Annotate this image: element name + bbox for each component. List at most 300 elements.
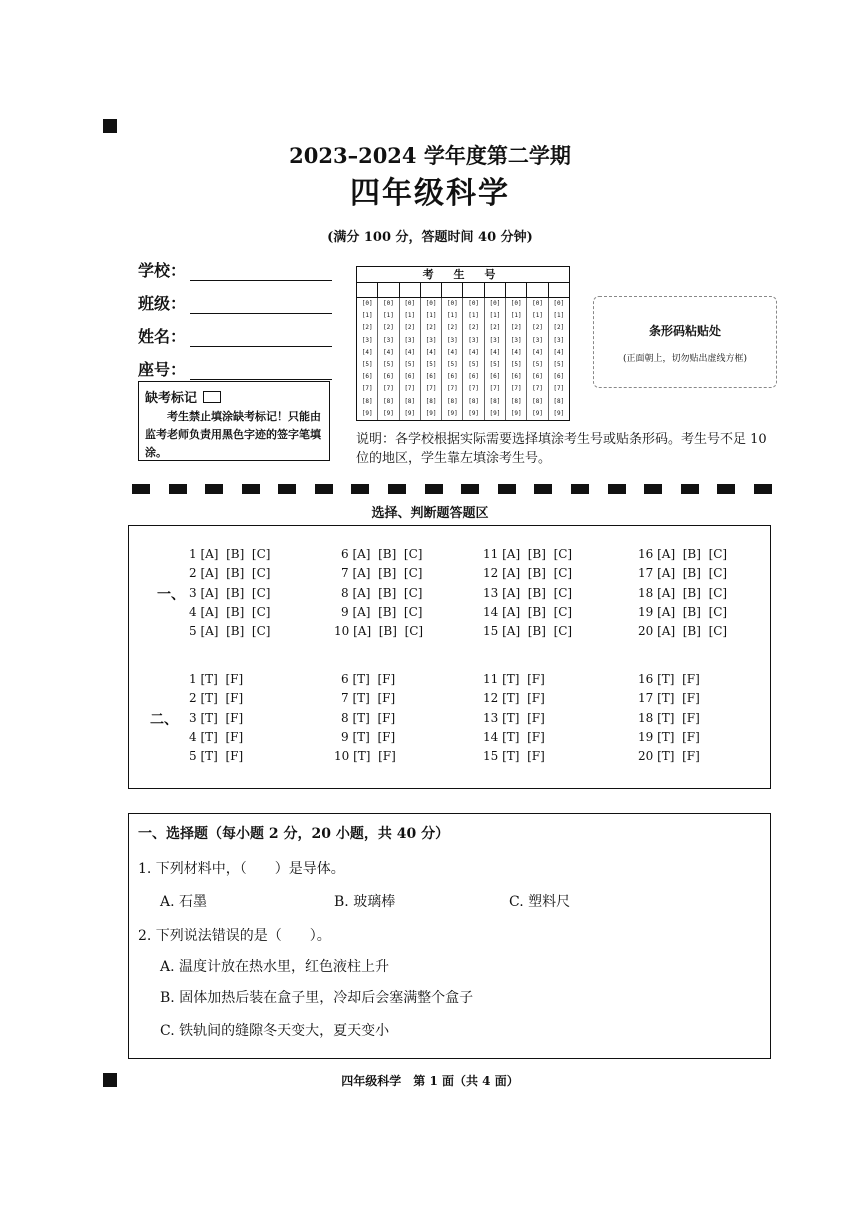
answer-number: 10 [334,749,354,764]
divider-dash [205,484,223,494]
digit-bubble[interactable]: [3] [468,336,480,344]
tf-answer-15[interactable] [483,749,545,763]
divider-dash [169,484,187,494]
exam-number-column [506,298,527,420]
exam-number-write-cell[interactable] [357,283,378,297]
tf-answer-10[interactable] [334,749,396,763]
answer-number: 1 [189,547,201,561]
exam-number-write-cell[interactable] [549,283,569,297]
choice-answer-3[interactable] [189,586,270,600]
digit-bubble[interactable]: [1] [383,312,394,320]
digit-bubble[interactable]: [7] [383,385,394,393]
digit-bubble[interactable]: [7] [532,385,543,393]
digit-bubble[interactable]: [6] [553,373,565,381]
choice-options[interactable]: [A] [B] [C] [353,624,424,639]
tf-answer-14[interactable] [483,730,545,744]
answer-number: 13 [483,710,503,725]
digit-bubble[interactable]: [5] [532,360,543,368]
digit-bubble[interactable]: [6] [468,373,480,381]
choice-options[interactable]: [A] [B] [C] [200,547,271,561]
exam-number-column [442,298,463,420]
digit-bubble[interactable]: [7] [510,385,522,393]
absent-mark-box [138,381,330,461]
barcode-area[interactable] [593,296,777,388]
digit-bubble[interactable]: [8] [425,397,437,405]
digit-bubble[interactable]: [6] [404,373,416,381]
choice-answer-18[interactable] [638,586,727,600]
absent-mark-text: 考生禁止填涂缺考标记！只能由监考老师负责用黑色字迹的签字笔填涂。 [145,410,321,459]
name-line[interactable] [190,330,332,347]
answer-number: 18 [638,710,658,725]
choice-options[interactable]: [A] [B] [C] [200,566,271,581]
digit-bubble[interactable]: [4] [510,348,522,356]
answer-number: 20 [638,749,658,764]
seat-label: 座号： [138,360,187,379]
answer-number: 5 [189,749,201,764]
answer-number: 12 [483,691,503,706]
tf-answer-7[interactable] [341,691,395,705]
answer-number: 4 [189,604,201,619]
answer-number: 11 [483,547,503,561]
exam-number-write-cell[interactable] [485,283,506,297]
class-field[interactable] [138,291,332,314]
digit-bubble[interactable]: [7] [553,385,565,393]
choice-options[interactable]: [A] [B] [C] [200,585,271,600]
choice-answer-14[interactable] [483,605,572,619]
tf-options[interactable]: [T] [F] [657,749,700,764]
choice-answer-12[interactable] [483,566,572,580]
digit-bubble[interactable]: [9] [425,409,437,417]
digit-bubble[interactable]: [7] [489,385,501,393]
digit-bubble[interactable]: [0] [553,300,565,307]
digit-bubble[interactable]: [7] [425,385,437,393]
digit-bubble[interactable]: [0] [532,300,543,307]
seat-field[interactable] [138,357,332,380]
digit-bubble[interactable]: [5] [383,360,394,368]
digit-bubble[interactable]: [9] [510,409,522,417]
digit-bubble[interactable]: [3] [510,336,522,344]
question-1-option-b: B. 玻璃棒 [334,894,396,910]
tf-options[interactable]: [T] [F] [200,691,244,706]
exam-number-column [400,298,421,420]
digit-bubble[interactable]: [0] [361,300,373,307]
digit-bubble[interactable]: [3] [532,336,543,344]
digit-bubble[interactable]: [2] [489,324,501,332]
digit-bubble[interactable]: [3] [425,336,437,344]
digit-bubble[interactable]: [0] [425,300,437,307]
digit-bubble[interactable]: [7] [446,385,458,393]
digit-bubble[interactable]: [9] [553,409,565,417]
digit-bubble[interactable]: [7] [404,385,416,393]
digit-bubble[interactable]: [0] [510,300,522,307]
choice-options[interactable]: [A] [B] [C] [657,624,728,639]
digit-bubble[interactable]: [0] [383,300,394,307]
answer-number: 14 [483,729,503,744]
exam-number-column [463,298,484,420]
digit-bubble[interactable]: [2] [532,324,543,332]
digit-bubble[interactable]: [0] [468,300,480,307]
digit-bubble[interactable]: [8] [404,397,416,405]
answer-number: 6 [341,672,353,686]
divider-dash [242,484,260,494]
name-field[interactable] [138,324,332,347]
choice-answer-2[interactable] [189,566,270,580]
answer-number: 13 [483,585,503,600]
choice-answer-15[interactable] [483,624,572,638]
exam-note: (满分 100 分，答题时间 40 分钟) [327,230,533,245]
digit-bubble[interactable]: [4] [553,348,565,356]
digit-bubble[interactable]: [6] [446,373,458,381]
answer-number: 19 [638,729,658,744]
exam-number-grid [356,266,570,421]
exam-number-bubbles [357,298,569,420]
digit-bubble[interactable]: [2] [510,324,522,332]
answer-number: 12 [483,566,503,581]
digit-bubble[interactable]: [6] [489,373,501,381]
digit-bubble[interactable]: [3] [446,336,458,344]
choice-answer-16[interactable] [638,547,727,561]
divider-dash [608,484,626,494]
divider-dash [534,484,552,494]
exam-number-write-cell[interactable] [463,283,484,297]
absent-mark-label: 缺考标记 [145,391,198,406]
digit-bubble[interactable]: [4] [489,348,501,356]
digit-bubble[interactable]: [4] [468,348,480,356]
tf-options[interactable]: [T] [F] [352,672,396,686]
answer-number: 15 [483,749,503,764]
digit-bubble[interactable]: [2] [383,324,394,332]
tf-answer-5[interactable] [189,749,243,763]
tf-options[interactable]: [T] [F] [657,710,700,725]
answer-number: 3 [189,585,201,600]
digit-bubble[interactable]: [8] [553,397,565,405]
school-label: 学校： [138,261,187,280]
tf-options[interactable]: [T] [F] [502,691,545,706]
exam-number-write-cell[interactable] [527,283,548,297]
divider-dash [498,484,516,494]
answer-number: 6 [341,547,353,561]
class-line[interactable] [190,297,332,314]
digit-bubble[interactable]: [5] [489,360,501,368]
digit-bubble[interactable]: [8] [489,397,501,405]
tf-answer-16[interactable] [638,672,700,686]
answer-number: 8 [341,710,353,725]
tf-answer-1[interactable] [189,672,243,686]
digit-bubble[interactable]: [7] [468,385,480,393]
choice-answer-19[interactable] [638,605,727,619]
digit-bubble[interactable]: [6] [510,373,522,381]
choice-options[interactable]: [A] [B] [C] [200,604,271,619]
tf-options[interactable]: [T] [F] [657,672,700,686]
exam-number-write-cell[interactable] [506,283,527,297]
digit-bubble[interactable]: [2] [404,324,416,332]
answer-number: 2 [189,566,201,581]
answer-number: 1 [189,672,201,686]
exam-number-column [549,298,569,420]
choice-answer-9[interactable] [341,605,422,619]
answer-number: 16 [638,672,658,686]
exam-number-write-cell[interactable] [400,283,421,297]
tf-options[interactable]: [T] [F] [352,729,396,744]
digit-bubble[interactable]: [1] [361,312,373,320]
divider-dash [388,484,406,494]
choice-options[interactable]: [A] [B] [C] [657,585,728,600]
class-label: 班级： [138,294,187,313]
instructions-note: 说明：各学校根据实际需要选择填涂考生号或贴条形码。考生号不足 10 位的地区，学生靠左填涂考生号。 [356,432,767,466]
section-title: 一、选择题（每小题 2 分，20 小题，共 40 分） [138,826,450,842]
answer-number: 17 [638,691,658,706]
tf-answer-2[interactable] [189,691,243,705]
answer-number: 8 [341,585,353,600]
digit-bubble[interactable]: [3] [383,336,394,344]
absent-mark-title [145,387,323,406]
digit-bubble[interactable]: [8] [510,397,522,405]
exam-number-write-cell[interactable] [442,283,463,297]
digit-bubble[interactable]: [8] [468,397,480,405]
digit-bubble[interactable]: [2] [425,324,437,332]
digit-bubble[interactable]: [0] [446,300,458,307]
digit-bubble[interactable]: [1] [404,312,416,320]
exam-number-column [485,298,506,420]
divider-dash [754,484,772,494]
tf-answer-8[interactable] [341,711,395,725]
digit-bubble[interactable]: [9] [383,409,394,417]
digit-bubble[interactable]: [4] [425,348,437,356]
divider-dash [315,484,333,494]
choice-answer-17[interactable] [638,566,727,580]
question-2-text: 2. 下列说法错误的是（ ）。 [138,928,331,944]
digit-bubble[interactable]: [0] [489,300,501,307]
digit-bubble[interactable]: [6] [383,373,394,381]
answer-number: 5 [189,624,201,639]
choice-options[interactable]: [A] [B] [C] [657,604,728,619]
choice-answer-7[interactable] [341,566,422,580]
digit-bubble[interactable]: [4] [446,348,458,356]
digit-bubble[interactable]: [2] [361,324,373,332]
answer-number: 2 [189,691,201,706]
section-divider [132,484,772,494]
question-1-option-c: C. 塑料尺 [509,894,571,910]
digit-bubble[interactable]: [8] [446,397,458,405]
answer-number: 9 [341,604,353,619]
choice-answer-13[interactable] [483,586,572,600]
digit-bubble[interactable]: [1] [553,312,565,320]
question-2-option-c: C. 铁轨间的缝隙冬天变大，夏天变小 [160,1023,390,1039]
choice-answer-8[interactable] [341,586,422,600]
choice-options[interactable]: [A] [B] [C] [657,566,728,581]
school-field[interactable] [138,258,332,281]
tf-answer-9[interactable] [341,730,395,744]
choice-answer-4[interactable] [189,605,270,619]
tf-options[interactable]: [T] [F] [502,749,545,764]
answer-number: 17 [638,566,658,581]
tf-answer-20[interactable] [638,749,700,763]
divider-dash [132,484,150,494]
digit-bubble[interactable]: [6] [532,373,543,381]
digit-bubble[interactable]: [8] [383,397,394,405]
year-title: 2023–2024 学年度第二学期 [289,143,571,168]
tf-options[interactable]: [T] [F] [200,672,244,686]
tf-options[interactable]: [T] [F] [352,710,396,725]
absent-mark-checkbox[interactable] [203,391,221,403]
choice-answer-11[interactable] [483,547,572,561]
question-2-option-b: B. 固体加热后装在盒子里，冷却后会塞满整个盒子 [160,990,474,1006]
tf-options[interactable]: [T] [F] [502,710,545,725]
divider-dash [644,484,662,494]
digit-bubble[interactable]: [4] [532,348,543,356]
digit-bubble[interactable]: [9] [532,409,543,417]
digit-bubble[interactable]: [6] [361,373,373,381]
answer-number: 16 [638,547,658,561]
tf-answer-17[interactable] [638,691,700,705]
exam-number-column [527,298,548,420]
answer-area-heading: 选择、判断题答题区 [371,506,489,521]
digit-bubble[interactable]: [9] [468,409,480,417]
choice-options[interactable]: [A] [B] [C] [502,585,573,600]
page-footer: 四年级科学 第 1 面（共 4 面） [341,1074,519,1088]
digit-bubble[interactable]: [5] [468,360,480,368]
tf-answer-6[interactable] [341,672,395,686]
answer-number: 14 [483,604,503,619]
tf-answer-3[interactable] [189,711,243,725]
seat-line[interactable] [190,363,332,380]
divider-dash [278,484,296,494]
choice-options[interactable]: [A] [B] [C] [352,604,423,619]
name-label: 姓名： [138,327,187,346]
digit-bubble[interactable]: [2] [553,324,565,332]
tf-options[interactable]: [T] [F] [200,710,244,725]
digit-bubble[interactable]: [3] [404,336,416,344]
digit-bubble[interactable]: [5] [361,360,373,368]
answer-number: 20 [638,624,658,639]
corner-mark-top-left [103,119,117,133]
digit-bubble[interactable]: [7] [361,385,373,393]
tf-answer-19[interactable] [638,730,700,744]
tf-options[interactable]: [T] [F] [200,729,244,744]
digit-bubble[interactable]: [9] [446,409,458,417]
answer-number: 7 [341,566,353,581]
digit-bubble[interactable]: [2] [446,324,458,332]
barcode-label: 条形码粘贴处 [648,324,721,338]
digit-bubble[interactable]: [3] [361,336,373,344]
exam-number-column [378,298,399,420]
answer-number: 9 [341,729,353,744]
choice-answer-20[interactable] [638,624,727,638]
divider-dash [571,484,589,494]
choice-options[interactable]: [A] [B] [C] [352,585,423,600]
tf-answer-13[interactable] [483,711,545,725]
tf-answer-4[interactable] [189,730,243,744]
question-1-option-a: A. 石墨 [160,894,208,910]
digit-bubble[interactable]: [9] [361,409,373,417]
tf-options[interactable]: [T] [F] [502,729,545,744]
tf-answer-18[interactable] [638,711,700,725]
digit-bubble[interactable]: [4] [404,348,416,356]
divider-dash [461,484,479,494]
divider-dash [425,484,443,494]
answer-number: 19 [638,604,658,619]
digit-bubble[interactable]: [4] [361,348,373,356]
digit-bubble[interactable]: [4] [383,348,394,356]
exam-number-title: 考 生 号 [357,267,569,283]
digit-bubble[interactable]: [1] [425,312,437,320]
divider-dash [717,484,735,494]
digit-bubble[interactable]: [2] [468,324,480,332]
answer-number: 10 [334,624,354,639]
digit-bubble[interactable]: [1] [489,312,501,320]
tf-options[interactable]: [T] [F] [502,672,545,686]
tf-options[interactable]: [T] [F] [352,691,396,706]
digit-bubble[interactable]: [8] [361,397,373,405]
exam-number-write-row [357,283,569,298]
choice-answer-1[interactable] [189,547,270,561]
digit-bubble[interactable]: [9] [489,409,501,417]
choice-answer-5[interactable] [189,624,270,638]
choice-options[interactable]: [A] [B] [C] [352,547,423,561]
digit-bubble[interactable]: [5] [553,360,565,368]
tf-options[interactable]: [T] [F] [353,749,396,764]
choice-options[interactable]: [A] [B] [C] [352,566,423,581]
tf-options[interactable]: [T] [F] [200,749,244,764]
choice-options[interactable]: [A] [B] [C] [502,566,573,581]
digit-bubble[interactable]: [1] [468,312,480,320]
digit-bubble[interactable]: [5] [404,360,416,368]
answer-number: 4 [189,729,201,744]
subject-title: 四年级科学 [350,176,510,211]
answer-number: 18 [638,585,658,600]
choice-group-label: 一、 [157,587,185,603]
school-line[interactable] [190,264,332,281]
choice-answer-6[interactable] [341,547,422,561]
tf-options[interactable]: [T] [F] [657,691,700,706]
digit-bubble[interactable]: [8] [532,397,543,405]
answer-number: 11 [483,672,503,686]
digit-bubble[interactable]: [3] [553,336,565,344]
digit-bubble[interactable]: [0] [404,300,416,307]
tf-group-label: 二、 [150,712,178,728]
digit-bubble[interactable]: [1] [532,312,543,320]
divider-dash [681,484,699,494]
digit-bubble[interactable]: [1] [446,312,458,320]
choice-options[interactable]: [A] [B] [C] [502,547,573,561]
choice-options[interactable]: [A] [B] [C] [200,624,271,639]
exam-number-column [357,298,378,420]
answer-number: 3 [189,710,201,725]
tf-options[interactable]: [T] [F] [657,729,700,744]
choice-options[interactable]: [A] [B] [C] [502,604,573,619]
digit-bubble[interactable]: [1] [510,312,522,320]
question-1-text: 1. 下列材料中，（ ）是导体。 [138,861,345,877]
exam-number-write-cell[interactable] [378,283,399,297]
choice-options[interactable]: [A] [B] [C] [657,547,728,561]
answer-number: 7 [341,691,353,706]
digit-bubble[interactable]: [5] [510,360,522,368]
tf-answer-11[interactable] [483,672,545,686]
exam-number-write-cell[interactable] [421,283,442,297]
answer-number: 15 [483,624,503,639]
exam-number-column [421,298,442,420]
digit-bubble[interactable]: [5] [446,360,458,368]
tf-answer-12[interactable] [483,691,545,705]
digit-bubble[interactable]: [5] [425,360,437,368]
digit-bubble[interactable]: [3] [489,336,501,344]
digit-bubble[interactable]: [9] [404,409,416,417]
question-2-option-a: A. 温度计放在热水里，红色液柱上升 [160,959,390,975]
choice-options[interactable]: [A] [B] [C] [502,624,573,639]
digit-bubble[interactable]: [6] [425,373,437,381]
divider-dash [351,484,369,494]
choice-answer-10[interactable] [334,624,423,638]
